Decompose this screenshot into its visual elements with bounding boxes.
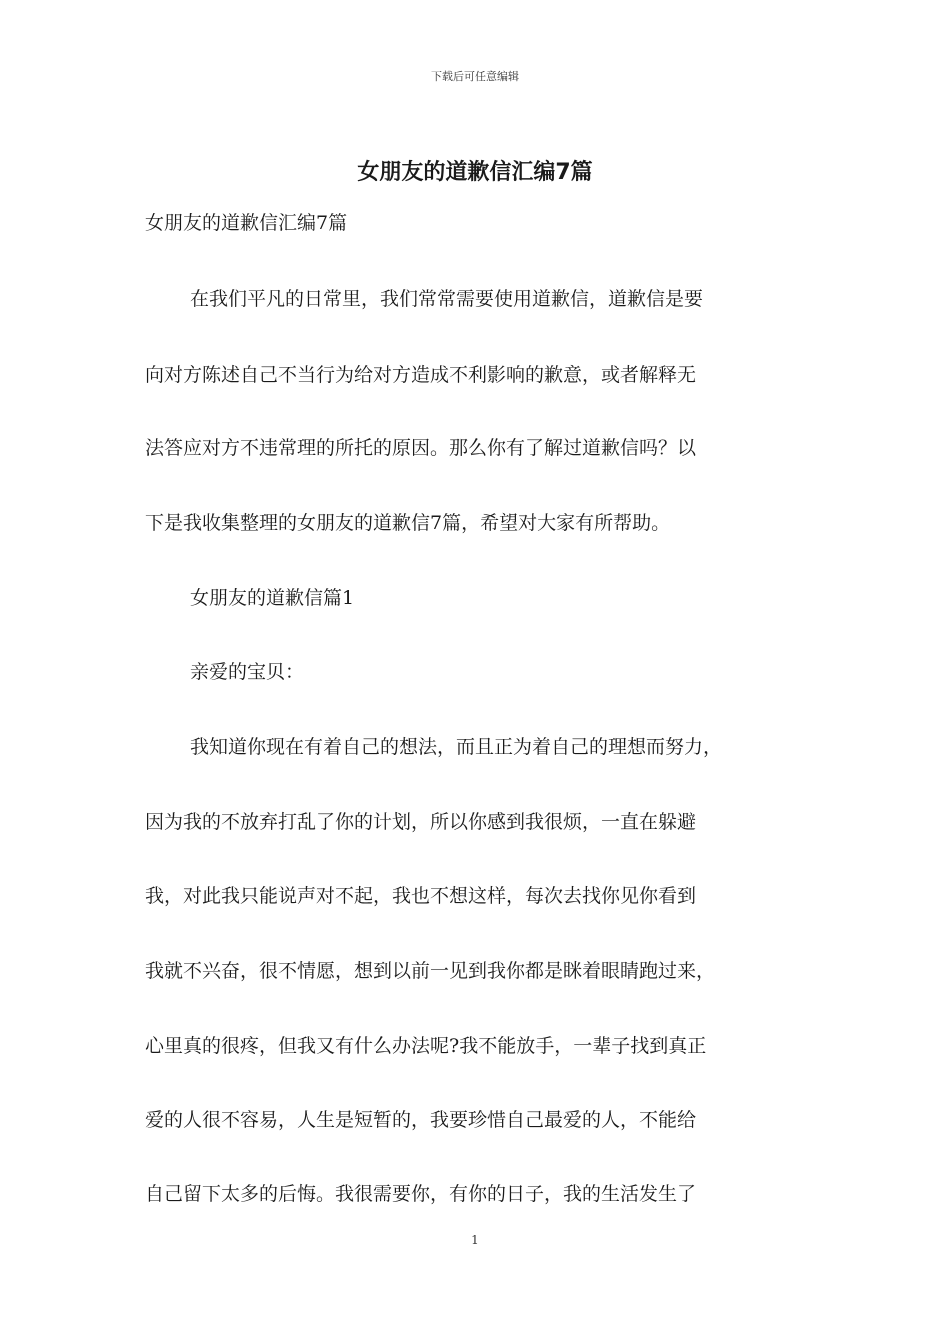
paragraph-line: 在我们平凡的日常里，我们常常需要使用道歉信，道歉信是要 (190, 288, 704, 310)
paragraph-line: 我，对此我只能说声对不起，我也不想这样，每次去找你见你看到 (145, 885, 697, 907)
paragraph-line: 自己留下太多的后悔。我很需要你，有你的日子，我的生活发生了 (145, 1183, 697, 1205)
paragraph-line: 爱的人很不容易，人生是短暂的，我要珍惜自己最爱的人，不能给 (145, 1109, 697, 1131)
page-number: 1 (471, 1233, 479, 1247)
paragraph-line: 因为我的不放弃打乱了你的计划，所以你感到我很烦，一直在躲避 (145, 811, 697, 833)
section-heading: 女朋友的道歉信篇1 (190, 587, 355, 609)
paragraph-line: 法答应对方不违常理的所托的原因。那么你有了解过道歉信吗？以 (145, 437, 697, 459)
paragraph-line: 下是我收集整理的女朋友的道歉信7篇，希望对大家有所帮助。 (145, 512, 671, 534)
salutation: 亲爱的宝贝： (190, 661, 305, 683)
paragraph-line: 我知道你现在有着自己的想法，而且正为着自己的理想而努力， (190, 736, 723, 758)
document-title: 女朋友的道歉信汇编7篇 (357, 160, 593, 185)
paragraph-line: 向对方陈述自己不当行为给对方造成不利影响的歉意，或者解释无 (145, 364, 697, 386)
paragraph-line: 我就不兴奋，很不情愿，想到以前一见到我你都是眯着眼睛跑过来， (145, 960, 716, 982)
subtitle-line: 女朋友的道歉信汇编7篇 (145, 212, 348, 234)
page-header: 下载后可任意编辑 (431, 70, 519, 83)
paragraph-line: 心里真的很疼，但我又有什么办法呢?我不能放手，一辈子找到真正 (145, 1035, 707, 1057)
